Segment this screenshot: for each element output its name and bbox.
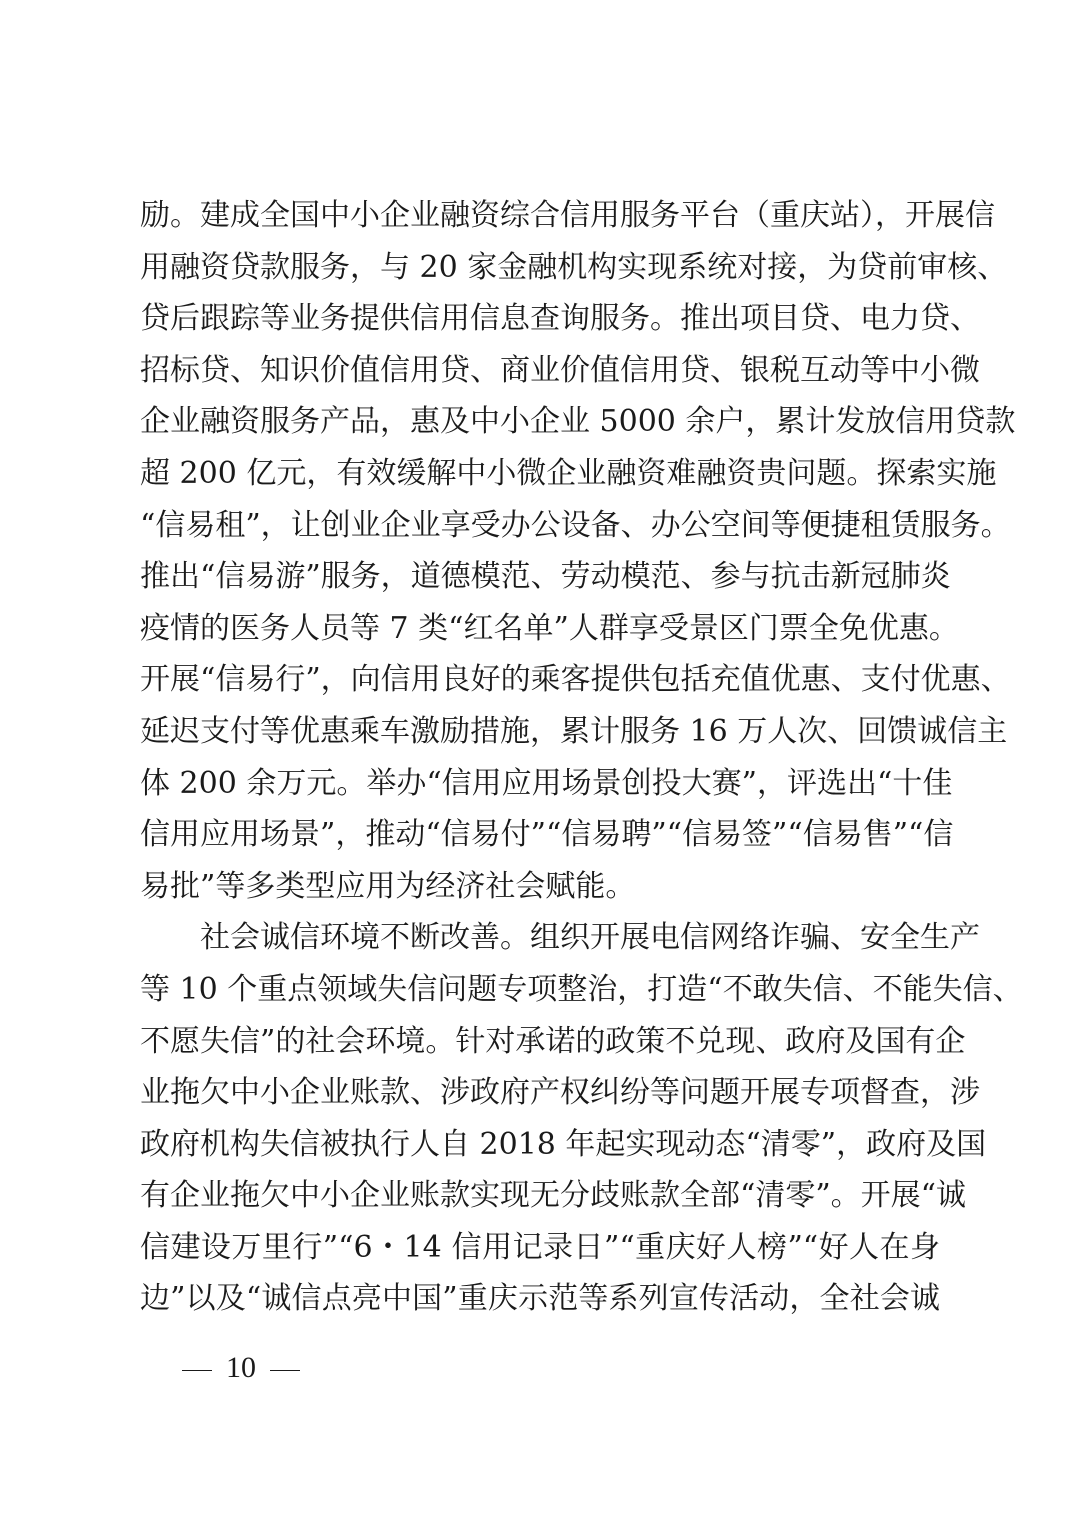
text-line: 信用应用场景”，推动“信易付”“信易聘”“信易签”“信易售”“信 xyxy=(140,817,954,853)
text-line: 边”以及“诚信点亮中国”重庆示范等系列宣传活动，全社会诚 xyxy=(140,1281,940,1317)
text-line: 推出“信易游”服务，道德模范、劳动模范、参与抗击新冠肺炎 xyxy=(140,559,951,595)
text-line: 开展“信易行”，向信用良好的乘客提供包括充值优惠、支付优惠、 xyxy=(140,662,1011,698)
text-line: 政府机构失信被执行人自 2018 年起实现动态“清零”，政府及国 xyxy=(140,1126,987,1162)
text-line: 等 10 个重点领域失信问题专项整治，打造“不敢失信、不能失信、 xyxy=(140,971,1023,1007)
text-line: 贷后跟踪等业务提供信用信息查询服务。推出项目贷、电力贷、 xyxy=(140,301,980,337)
text-line: 体 200 余万元。举办“信用应用场景创投大赛”，评选出“十佳 xyxy=(140,765,953,801)
text-line: 企业融资服务产品，惠及中小企业 5000 余户，累计发放信用贷款 xyxy=(140,404,1016,440)
text-line: 超 200 亿元，有效缓解中小微企业融资难融资贵问题。探索实施 xyxy=(140,455,997,491)
text-line: “信易租”，让创业企业享受办公设备、办公空间等便捷租赁服务。 xyxy=(140,507,1011,543)
text-line: 信建设万里行”“6・14 信用记录日”“重庆好人榜”“好人在身 xyxy=(140,1229,940,1265)
text-line: 有企业拖欠中小企业账款实现无分歧账款全部“清零”。开展“诚 xyxy=(140,1178,967,1214)
text-line: 招标贷、知识价值信用贷、商业价值信用贷、银税互动等中小微 xyxy=(140,352,980,388)
text-line: 疫情的医务人员等 7 类“红名单”人群享受景区门票全免优惠。 xyxy=(140,610,959,646)
text-line: 社会诚信环境不断改善。组织开展电信网络诈骗、安全生产 xyxy=(200,920,980,956)
body-text xyxy=(140,190,1023,1325)
text-line: 用融资贷款服务，与 20 家金融机构实现系统对接，为贷前审核、 xyxy=(140,249,1008,285)
paragraph-1 xyxy=(140,190,1016,912)
text-line: 易批”等多类型应用为经济社会赋能。 xyxy=(140,868,636,904)
footer-dash-right xyxy=(270,1370,300,1371)
text-line: 励。建成全国中小企业融资综合信用服务平台（重庆站），开展信 xyxy=(140,198,995,233)
text-line: 业拖欠中小企业账款、涉政府产权纠纷等问题开展专项督查，涉 xyxy=(140,1075,980,1111)
page-number: 10 xyxy=(226,1351,256,1384)
text-line: 延迟支付等优惠乘车激励措施，累计服务 16 万人次、回馈诚信主 xyxy=(140,713,1008,749)
page-footer xyxy=(168,1348,314,1388)
paragraph-2 xyxy=(140,912,1023,1325)
footer-dash-left xyxy=(182,1370,212,1371)
text-line: 不愿失信”的社会环境。针对承诺的政策不兑现、政府及国有企 xyxy=(140,1023,966,1059)
